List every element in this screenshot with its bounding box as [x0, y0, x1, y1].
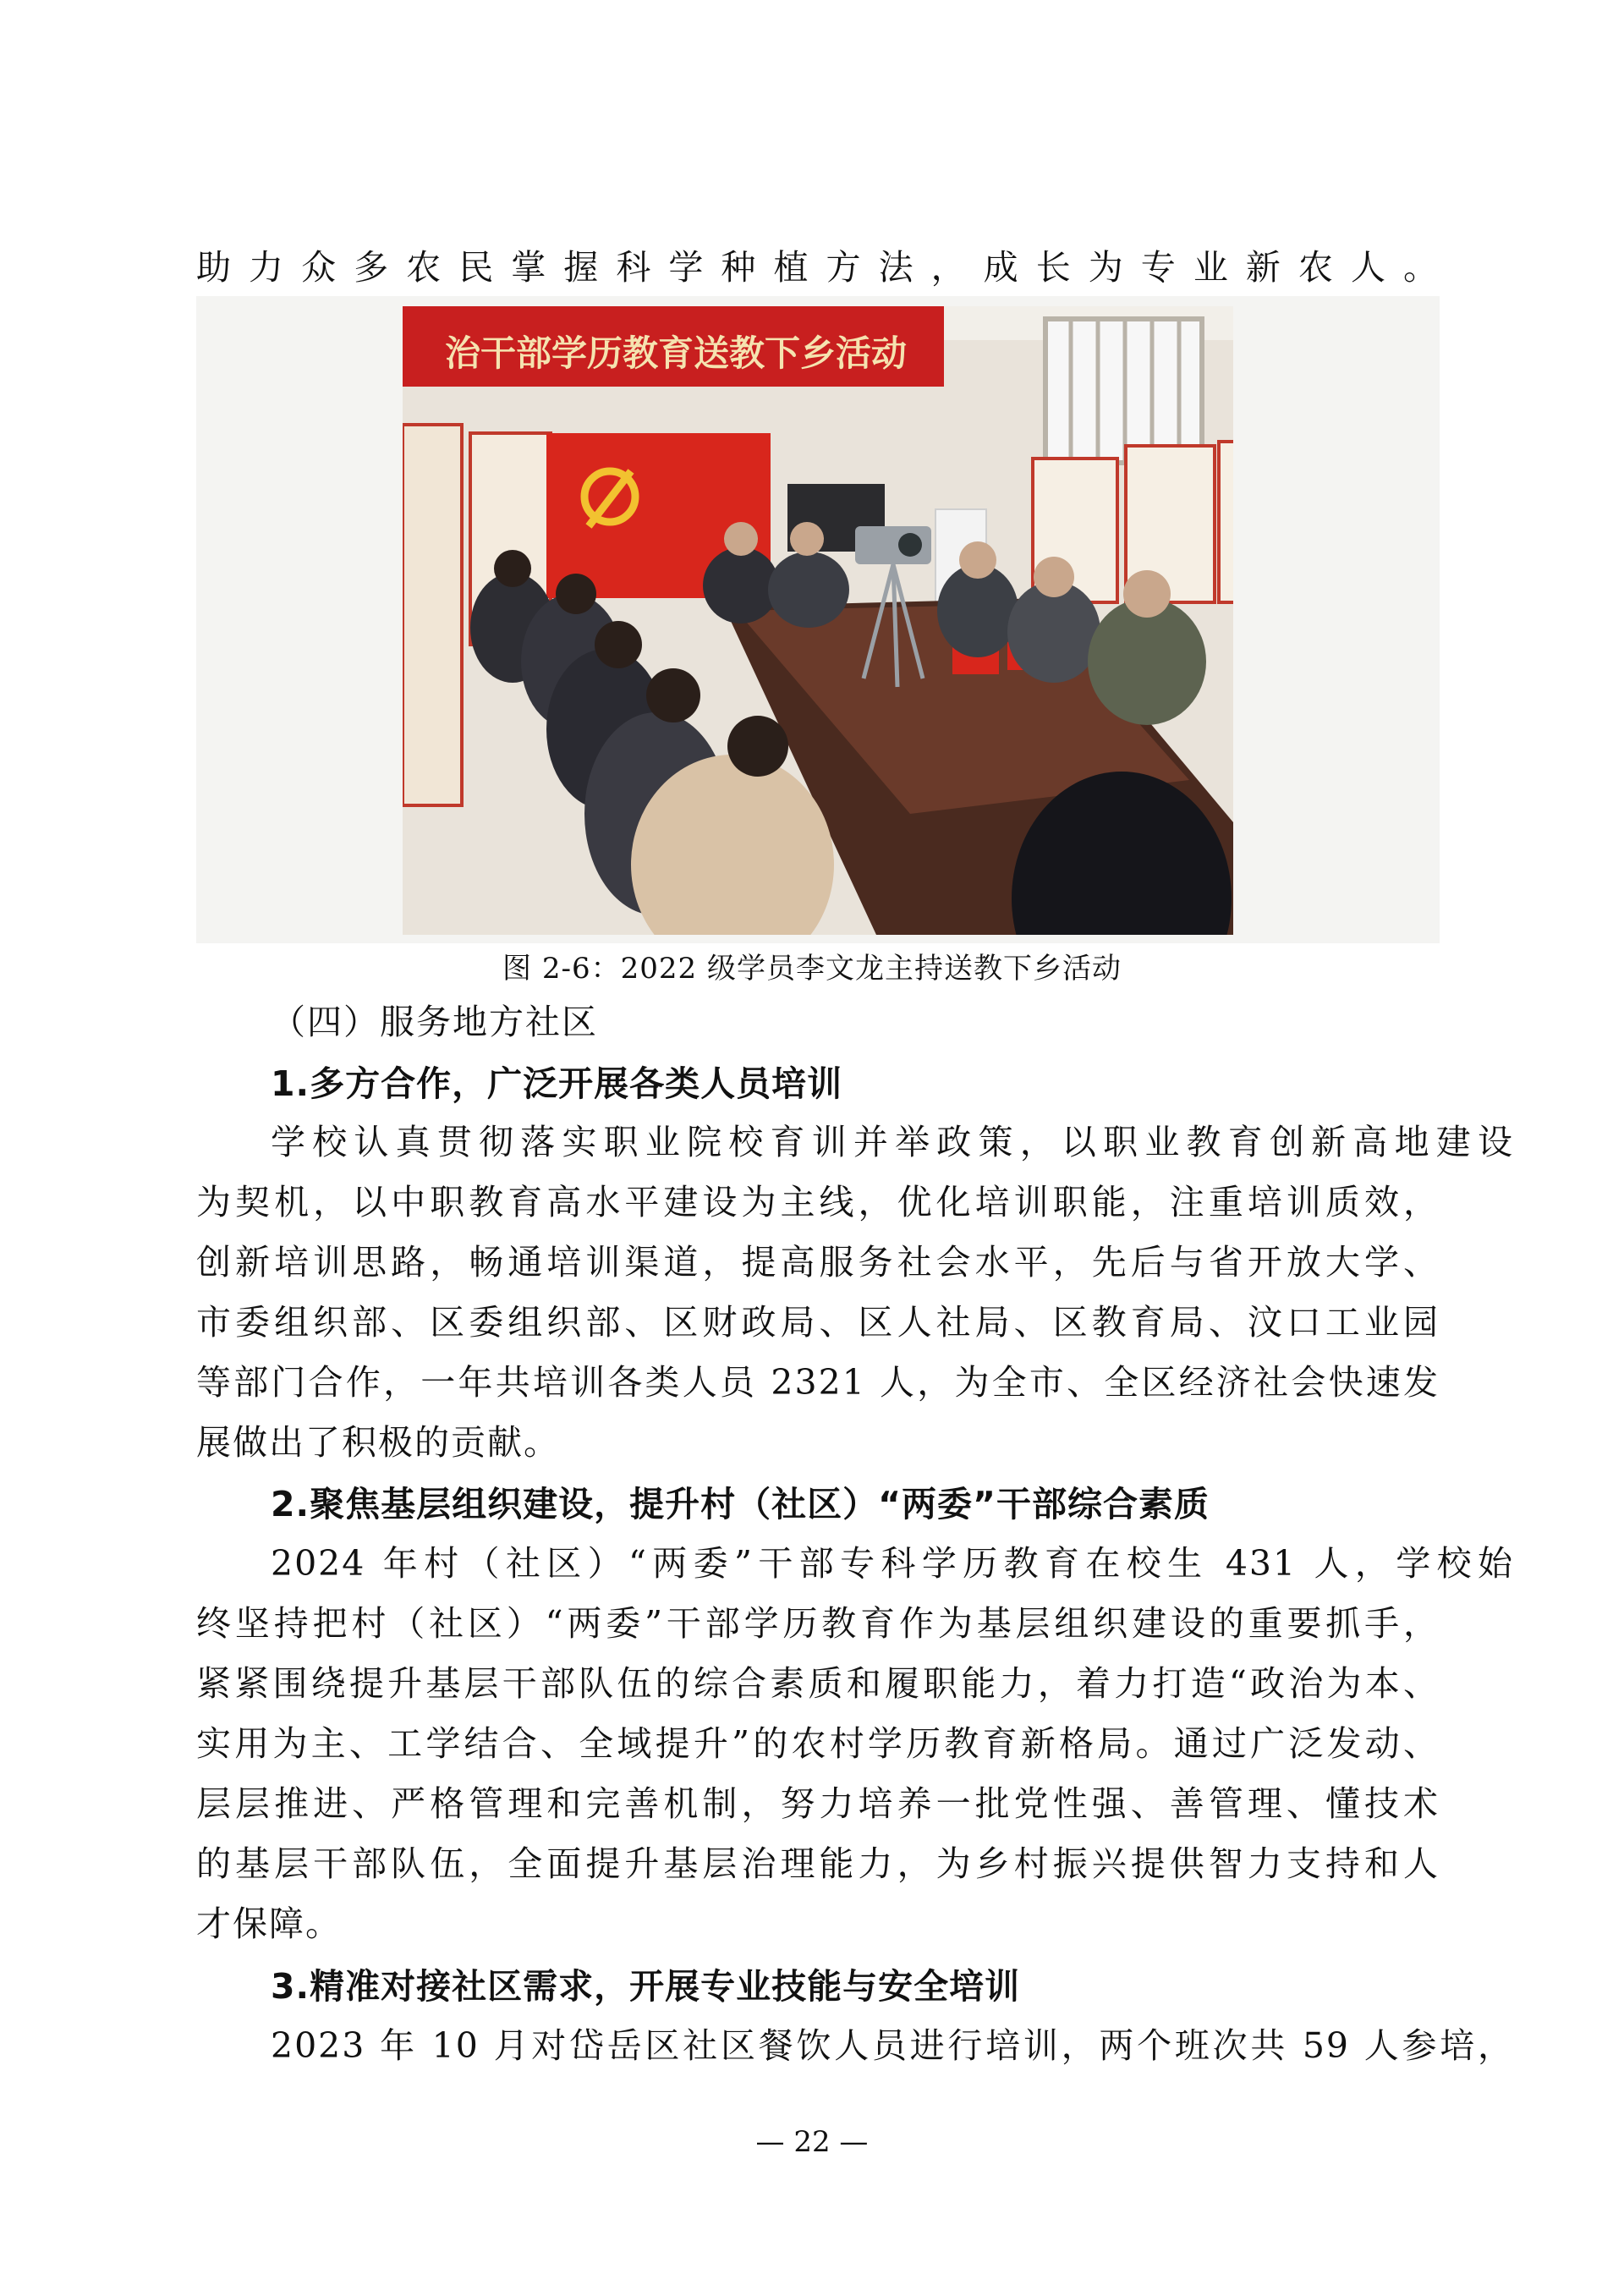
paragraph-line: 市委组织部、区委组织部、区财政局、区人社局、区教育局、汶口工业园	[196, 1302, 1440, 1343]
banner-text: 治干部学历教育送教下乡活动	[445, 332, 908, 374]
paragraph-line: 等部门合作，一年共培训各类人员 2321 人，为全市、全区经济社会快速发	[196, 1362, 1440, 1403]
paragraph-line: 展做出了积极的贡献。	[196, 1422, 560, 1463]
activity-photo	[403, 306, 1233, 935]
paragraph-line: 2023 年 10 月对岱岳区社区餐饮人员进行培训，两个班次共 59 人参培，	[271, 2025, 1514, 2066]
paragraph-line: 为契机，以中职教育高水平建设为主线，优化培训职能，注重培训质效，	[196, 1182, 1440, 1222]
paragraph-line: 实用为主、工学结合、全域提升”的农村学历教育新格局。通过广泛发动、	[196, 1723, 1440, 1764]
figure-frame	[196, 296, 1440, 943]
paragraph-line: 才保障。	[196, 1903, 342, 1944]
paragraph-line: 的基层干部队伍，全面提升基层治理能力，为乡村振兴提供智力支持和人	[196, 1843, 1440, 1884]
subheading-2: 2.聚焦基层组织建设，提升村（社区）“两委”干部综合素质	[271, 1484, 1210, 1524]
subheading-1: 1.多方合作，广泛开展各类人员培训	[271, 1063, 843, 1104]
subheading-3: 3.精准对接社区需求，开展专业技能与安全培训	[271, 1966, 1021, 2007]
paragraph-line: 2024 年村（社区）“两委”干部专科学历教育在校生 431 人，学校始	[271, 1543, 1514, 1584]
paragraph-line: 层层推进、严格管理和完善机制，努力培养一批党性强、善管理、懂技术	[196, 1783, 1440, 1824]
paragraph-line: 终坚持把村（社区）“两委”干部学历教育作为基层组织建设的重要抓手，	[196, 1603, 1440, 1644]
paragraph-line: 创新培训思路，畅通培训渠道，提高服务社会水平，先后与省开放大学、	[196, 1242, 1440, 1283]
section-heading: （四）服务地方社区	[271, 1002, 598, 1042]
page-number: — 22 —	[755, 2125, 869, 2159]
paragraph-line: 紧紧围绕提升基层干部队伍的综合素质和履职能力，着力打造“政治为本、	[196, 1663, 1440, 1704]
paragraph-continuation: 助力众多农民掌握科学种植方法，成长为专业新农人。	[196, 247, 1440, 288]
figure-caption: 图 2-6：2022 级学员李文龙主持送教下乡活动	[502, 952, 1122, 986]
paragraph-line: 学校认真贯彻落实职业院校育训并举政策，以职业教育创新高地建设	[271, 1122, 1514, 1162]
